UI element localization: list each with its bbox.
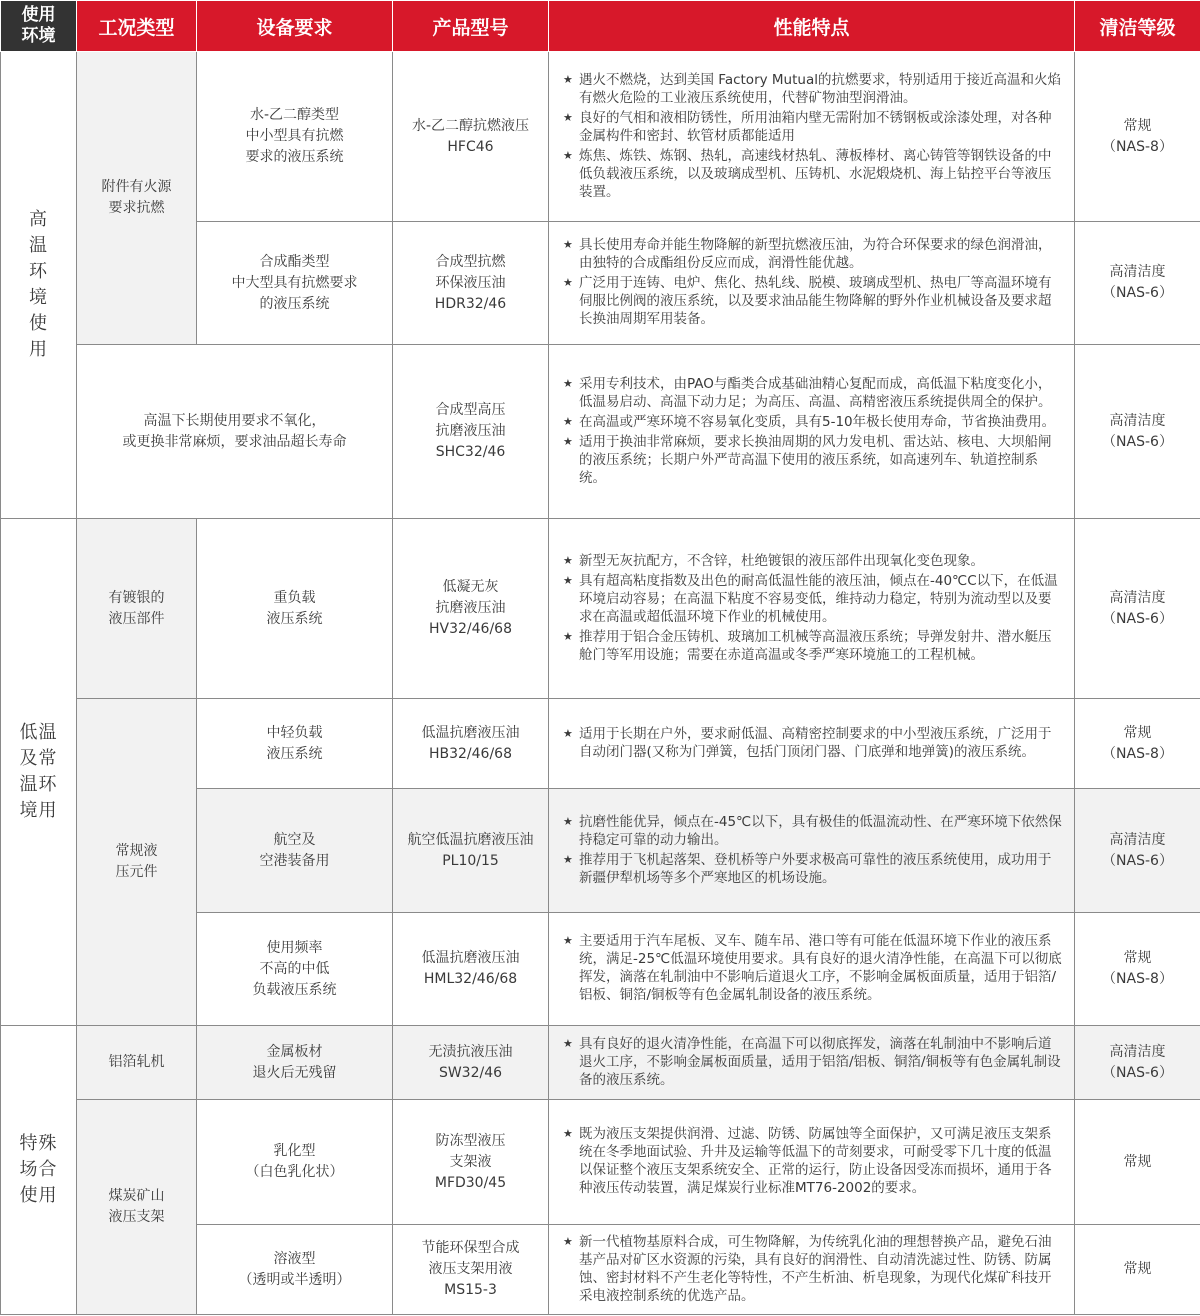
feature-list [563, 1233, 1064, 1305]
star-icon: ★ [563, 1127, 573, 1140]
header-clean: 清洁等级 [1075, 1, 1200, 52]
feature-list [563, 375, 1064, 487]
feature-text: 适用于长期在户外，要求耐低温、高精密控制要求的中小型液压系统，广泛用于自动闭门器(又称为门弹簧，包括门顶闭门器、门底弹和地弹簧)的液压系统。 [579, 725, 1052, 760]
equipment-cell: 航空及 空港装备用 [197, 789, 393, 913]
star-icon: ★ [563, 238, 573, 251]
feature-item [563, 813, 1064, 849]
env-cell-low: 低温 及常 温环 境用 [1, 519, 77, 1026]
feature-item [563, 274, 1064, 328]
model-cell: 合成型抗燃 环保液压油 HDR32/46 [393, 222, 549, 345]
model-cell: 水-乙二醇抗燃液压 HFC46 [393, 52, 549, 222]
condition-cell: 铝箔轧机 [77, 1026, 197, 1100]
star-icon: ★ [563, 852, 573, 866]
features-cell [549, 519, 1075, 699]
star-icon: ★ [563, 1234, 573, 1248]
feature-list [563, 1035, 1064, 1089]
model-cell: 防冻型液压 支架液 MFD30/45 [393, 1100, 549, 1225]
star-icon: ★ [563, 814, 573, 828]
star-icon: ★ [563, 72, 573, 86]
equipment-cell: 金属板材 退火后无残留 [197, 1026, 393, 1100]
feature-text: 良好的气相和液相防锈性，所用油箱内壁无需附加不锈钢板或涂漆处理，对各种金属构件和密封、软管材质都能适用 [579, 109, 1052, 144]
feature-list [563, 932, 1064, 1004]
features-cell [549, 1100, 1075, 1225]
feature-item [563, 1125, 1064, 1197]
clean-level-cell: 常规 （NAS-8） [1075, 52, 1200, 222]
star-icon: ★ [563, 276, 573, 289]
star-icon: ★ [563, 726, 573, 740]
header-features: 性能特点 [549, 1, 1075, 52]
feature-text: 遇火不燃烧，达到美国 Factory Mutual的抗燃要求，特别适用于接近高温和火焰有燃火危险的工业液压系统使用，代替矿物油型润滑油。 [579, 71, 1061, 106]
features-cell [549, 345, 1075, 519]
equipment-cell: 合成酯类型 中大型具有抗燃要求 的液压系统 [197, 222, 393, 345]
feature-text: 新型无灰抗配方，不含锌，杜绝镀银的液压部件出现氧化变色现象。 [579, 552, 984, 569]
clean-level-cell: 高清洁度 （NAS-6） [1075, 1026, 1200, 1100]
model-cell: 低温抗磨液压油 HB32/46/68 [393, 699, 549, 789]
feature-list [563, 813, 1064, 887]
feature-text: 抗磨性能优异，倾点在-45℃以下，具有极佳的低温流动性、在严寒环境下依然保持稳定可靠的动力输出。 [579, 813, 1062, 848]
feature-item [563, 628, 1064, 664]
feature-list [563, 71, 1064, 201]
feature-item [563, 413, 1064, 431]
env-cell-high: 高 温 环 境 使 用 [1, 52, 77, 519]
equipment-cell: 中轻负载 液压系统 [197, 699, 393, 789]
equipment-cell: 溶液型 （透明或半透明） [197, 1225, 393, 1315]
feature-list [563, 725, 1064, 761]
feature-list [563, 1125, 1064, 1197]
star-icon: ★ [563, 414, 573, 428]
equipment-cell: 重负载 液压系统 [197, 519, 393, 699]
table-row [1, 699, 1200, 789]
clean-level-cell: 常规 [1075, 1100, 1200, 1225]
table-row [1, 52, 1200, 222]
features-cell [549, 789, 1075, 913]
feature-text: 在高温或严寒环境不容易氧化变质，具有5-10年极长使用寿命，节省换油费用。 [579, 413, 1056, 430]
equipment-cell: 使用频率 不高的中低 负载液压系统 [197, 913, 393, 1026]
star-icon: ★ [563, 148, 573, 162]
feature-text: 既为液压支架提供润滑、过滤、防锈、防属蚀等全面保护，又可满足液压支架系统在冬季地面试验、升井及运输等低温下的苛刻要求，可耐受零下几十度的低温以保证整个液压支架系统安全、正常的运行，防止设备因受冻而损坏，通用于各种液压传动装置，满足煤炭行业标准MT76-2002的要求。 [579, 1126, 1052, 1196]
feature-item [563, 552, 1064, 570]
header-condition: 工况类型 [77, 1, 197, 52]
table-row [1, 1026, 1200, 1100]
model-cell: 低凝无灰 抗磨液压油 HV32/46/68 [393, 519, 549, 699]
feature-text: 推荐用于飞机起落架、登机桥等户外要求极高可靠性的液压系统使用，成功用于新疆伊犁机场等多个严寒地区的机场设施。 [579, 851, 1052, 886]
feature-text: 广泛用于连铸、电炉、焦化、热轧线、脱模、玻璃成型机、热电厂等高温环境有伺服比例阀的液压系统，以及要求油品能生物降解的野外作业机械设备及要求超长换油周期军用装备。 [579, 275, 1052, 327]
condition-cell: 常规液 压元件 [77, 699, 197, 1026]
condition-cell: 附件有火源 要求抗燃 [77, 52, 197, 345]
feature-item [563, 147, 1064, 201]
feature-item [563, 375, 1064, 411]
env-cell-special: 特殊 场合 使用 [1, 1026, 77, 1315]
feature-item [563, 851, 1064, 887]
feature-text: 采用专利技术，由PAO与酯类合成基础油精心复配而成，高低温下粘度变化小，低温易启动、高温下动力足；为高压、高温、高精密液压系统提供周全的保护。 [579, 375, 1052, 410]
star-icon: ★ [563, 376, 573, 390]
star-icon: ★ [563, 573, 573, 587]
model-cell: 航空低温抗磨液压油 PL10/15 [393, 789, 549, 913]
feature-item [563, 1233, 1064, 1305]
feature-text: 新一代植物基原料合成，可生物降解，为传统乳化油的理想替换产品，避免石油基产品对矿区水资源的污染，具有良好的润滑性、自动清洗滤过性、防锈、防属蚀、密封材料不产生老化等特性，不产生析油、析皂现象，为现代化煤矿科技开采电液控制系统的优选产品。 [579, 1233, 1052, 1304]
condition-cell: 煤炭矿山 液压支架 [77, 1100, 197, 1315]
feature-text: 炼焦、炼铁、炼钢、热轧，高速线材热轧、薄板棒材、离心铸管等钢铁设备的中低负载液压系统，以及玻璃成型机、压铸机、水泥煅烧机、海上钻控平台等液压装置。 [579, 147, 1052, 200]
header-env: 使用 环境 [1, 1, 77, 52]
clean-level-cell: 常规 （NAS-8） [1075, 699, 1200, 789]
feature-item [563, 71, 1064, 107]
feature-text: 具有超高粘度指数及出色的耐高低温性能的液压油，倾点在-40℃C以下，在低温环境启动容易；在高温下粘度不容易变低，维持动力稳定，特别为流动型以及要求在高温或超低温环境下作业的机械使用。 [579, 572, 1058, 625]
condition-cell: 有镀银的 液压部件 [77, 519, 197, 699]
features-cell [549, 1225, 1075, 1315]
clean-level-cell: 常规 （NAS-8） [1075, 913, 1200, 1026]
features-cell [549, 52, 1075, 222]
clean-level-cell: 常规 [1075, 1225, 1200, 1315]
table-row [1, 519, 1200, 699]
feature-text: 推荐用于铝合金压铸机、玻璃加工机械等高温液压系统；导弹发射井、潜水艇压舱门等军用设施；需要在赤道高温或冬季严寒环境施工的工程机械。 [579, 628, 1052, 663]
features-cell [549, 1026, 1075, 1100]
feature-text: 适用于换油非常麻烦，要求长换油周期的风力发电机、雷达站、核电、大坝船闸的液压系统；长期户外严苛高温下使用的液压系统，如高速列车、轨道控制系统。 [579, 433, 1052, 486]
feature-item [563, 433, 1064, 487]
star-icon: ★ [563, 434, 573, 448]
features-cell [549, 913, 1075, 1026]
table-row [1, 1100, 1200, 1225]
clean-level-cell: 高清洁度 （NAS-6） [1075, 519, 1200, 699]
model-cell: 节能环保型合成 液压支架用液 MS15-3 [393, 1225, 549, 1315]
feature-item [563, 109, 1064, 145]
clean-level-cell: 高清洁度 （NAS-6） [1075, 345, 1200, 519]
header-row [1, 1, 1200, 52]
feature-text: 具长使用寿命并能生物降解的新型抗燃液压油，为符合环保要求的绿色润滑油，由独特的合成酯组份反应而成，润滑性能优越。 [579, 237, 1052, 271]
header-model: 产品型号 [393, 1, 549, 52]
header-equipment: 设备要求 [197, 1, 393, 52]
table-row [1, 345, 1200, 519]
feature-text: 具有良好的退火清净性能，在高温下可以彻底挥发，滴落在轧制油中不影响后道退火工序，不影响金属板面质量，适用于铝箔/铝板、铜箔/铜板等有色金属轧制设备的液压系统。 [579, 1035, 1061, 1088]
feature-item [563, 1035, 1064, 1089]
clean-level-cell: 高清洁度 （NAS-6） [1075, 222, 1200, 345]
feature-item [563, 572, 1064, 626]
equipment-cell: 水-乙二醇类型 中小型具有抗燃 要求的液压系统 [197, 52, 393, 222]
star-icon: ★ [563, 934, 573, 947]
star-icon: ★ [563, 1036, 573, 1050]
feature-text: 主要适用于汽车尾板、叉车、随车吊、港口等有可能在低温环境下作业的液压系统，满足-25℃低温环境使用要求。具有良好的退火清净性能，在高温下可以彻底挥发，滴落在轧制油中不影响后道退火工序，不影响金属板面质量，适用于铝箔/铝板、铜箔/铜板等有色金属轧制设备的液压系统。 [579, 933, 1062, 1003]
clean-level-cell: 高清洁度 （NAS-6） [1075, 789, 1200, 913]
star-icon: ★ [563, 553, 573, 567]
features-cell [549, 222, 1075, 345]
condition-cell-wide: 高温下长期使用要求不氧化， 或更换非常麻烦，要求油品超长寿命 [77, 345, 393, 519]
star-icon: ★ [563, 110, 573, 124]
star-icon: ★ [563, 629, 573, 643]
features-cell [549, 699, 1075, 789]
feature-item [563, 932, 1064, 1004]
model-cell: 无渍抗液压油 SW32/46 [393, 1026, 549, 1100]
model-cell: 低温抗磨液压油 HML32/46/68 [393, 913, 549, 1026]
feature-list [563, 236, 1064, 328]
feature-item [563, 725, 1064, 761]
equipment-cell: 乳化型 （白色乳化状） [197, 1100, 393, 1225]
feature-item [563, 236, 1064, 272]
model-cell: 合成型高压 抗磨液压油 SHC32/46 [393, 345, 549, 519]
feature-list [563, 552, 1064, 664]
